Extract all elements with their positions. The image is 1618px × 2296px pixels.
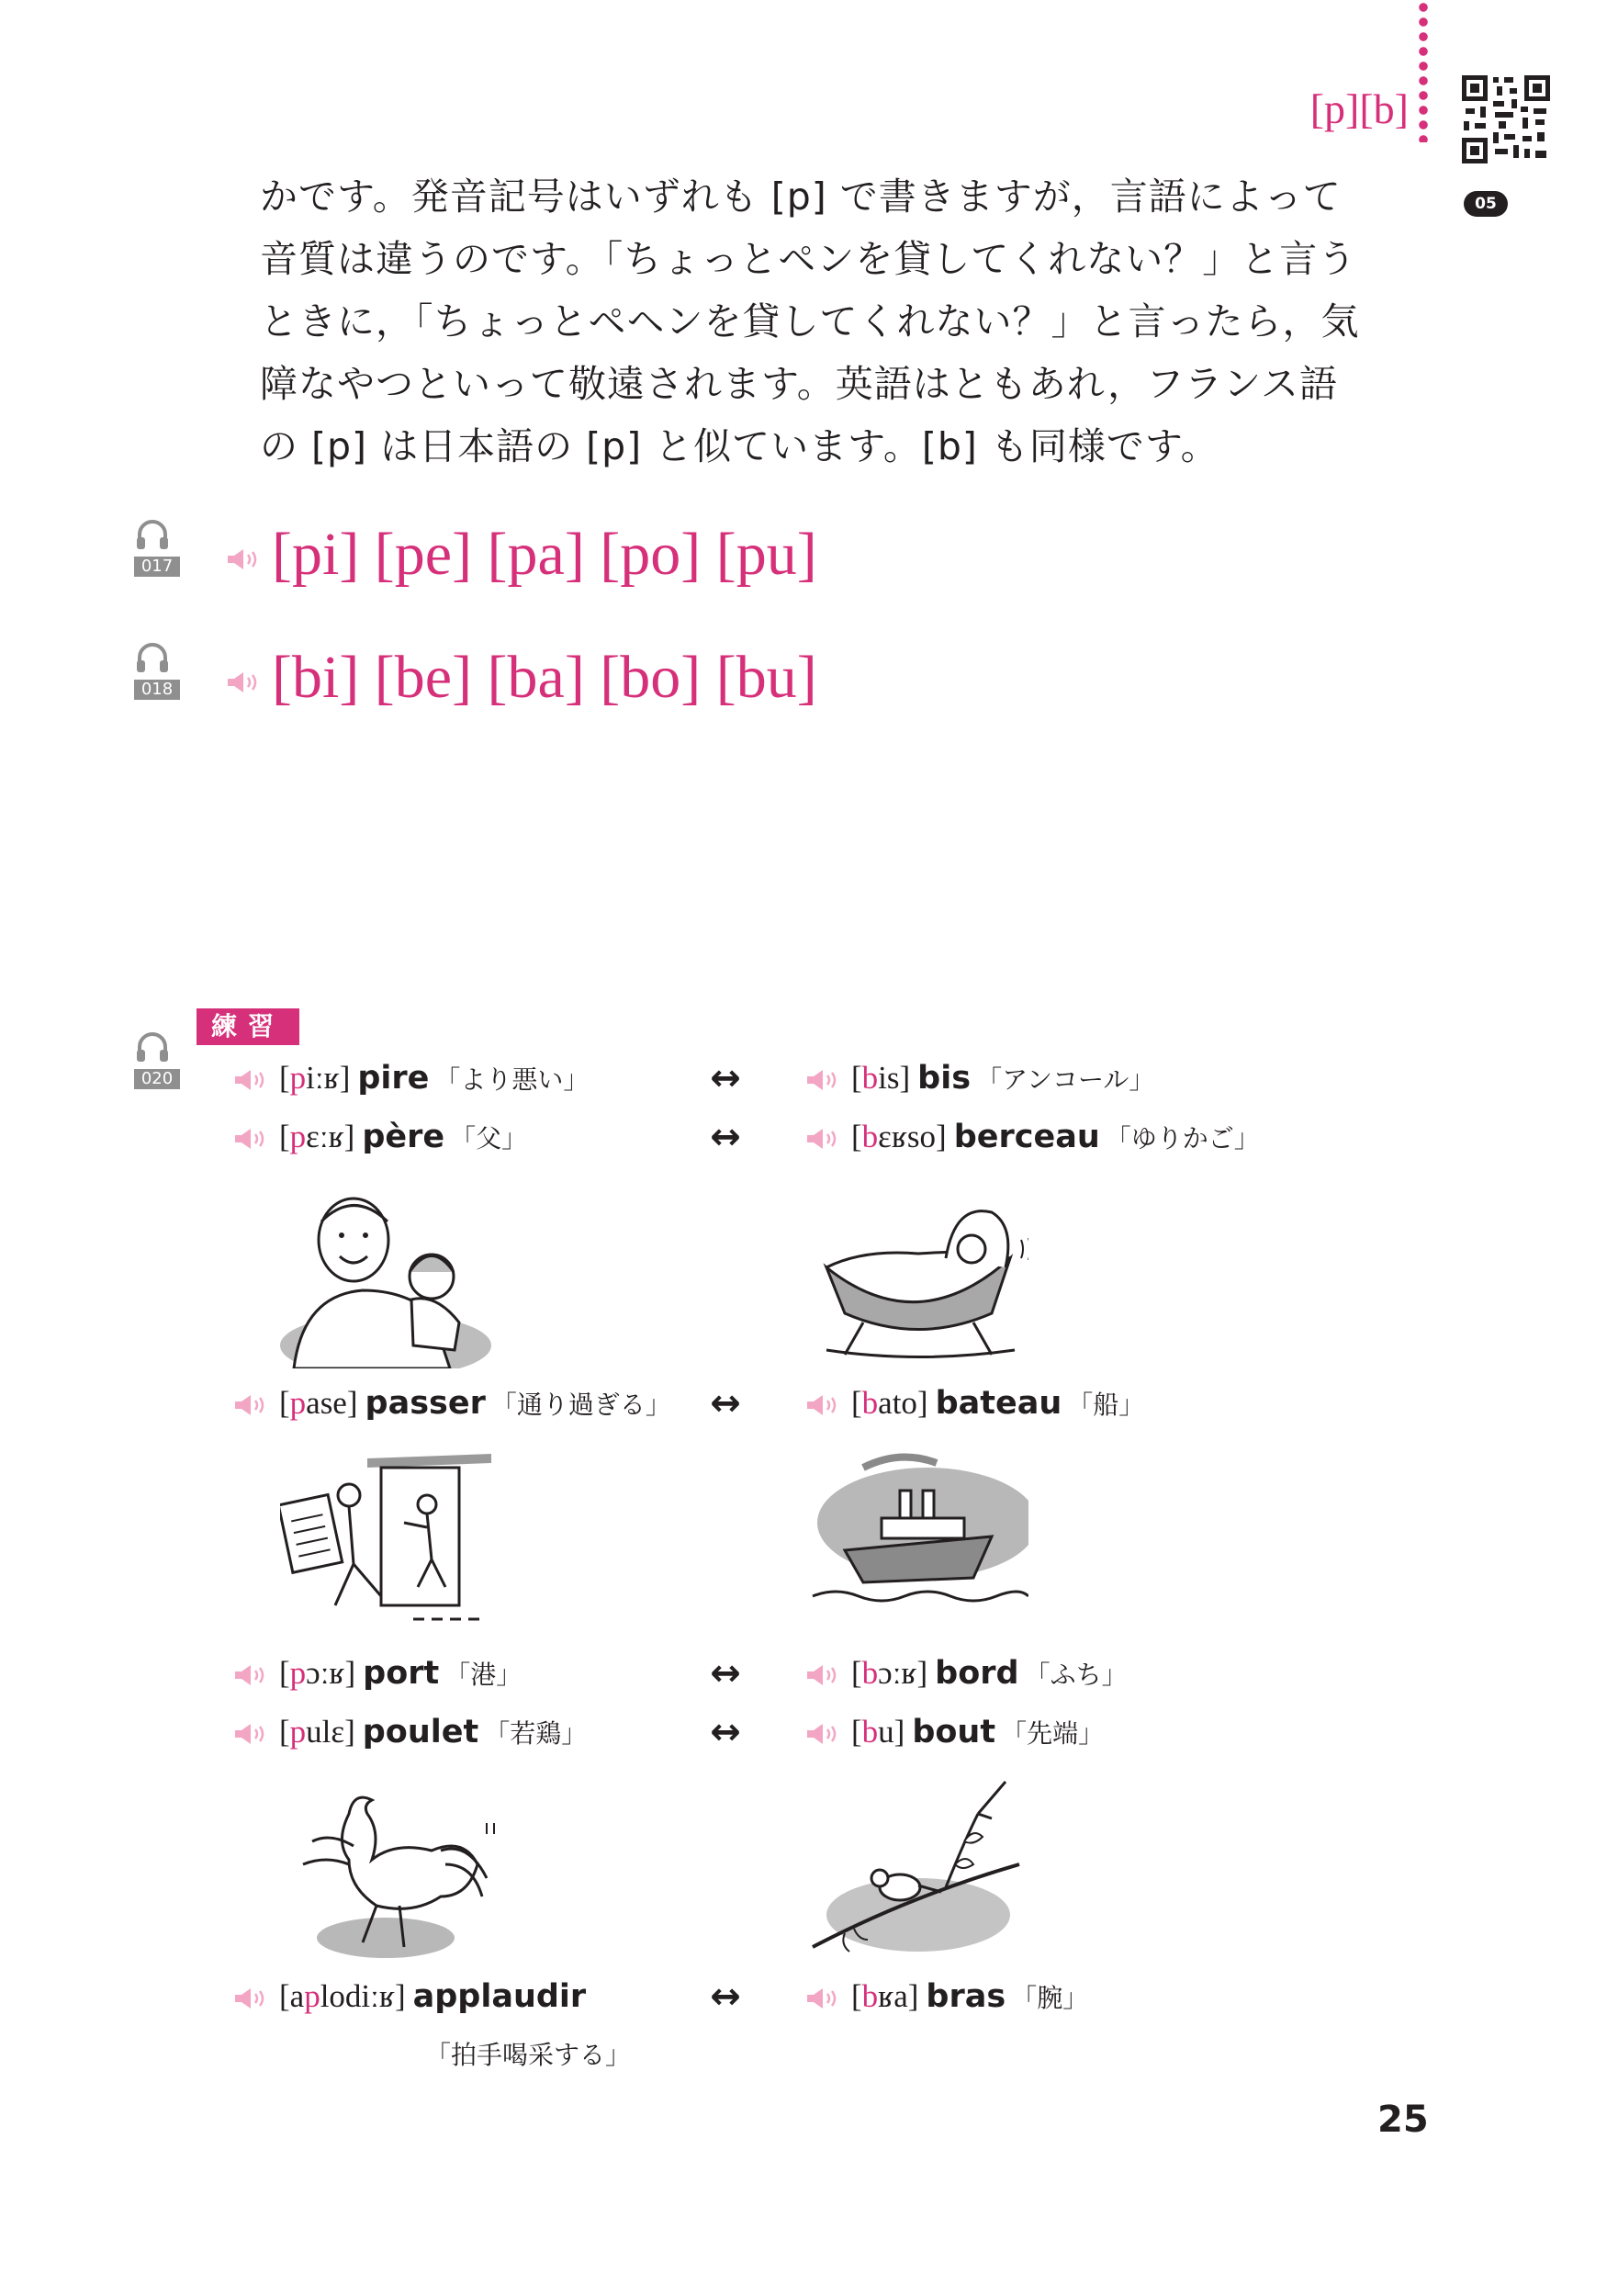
audio-track[interactable] [134, 520, 180, 577]
body-line: 音質は違うのです。「ちょっとペンを貸してくれない？」と言う [260, 237, 1357, 281]
audio-track[interactable] [134, 643, 180, 700]
body-line: の [p] は日本語の [p] と似ています。[b] も同様です。 [260, 424, 1219, 468]
speaker-icon[interactable] [233, 1986, 270, 2010]
speaker-icon[interactable] [805, 1986, 842, 2010]
body-line: ときに，「ちょっとペヘンを貸してくれない？」と言ったら，気 [260, 299, 1360, 343]
speaker-icon[interactable] [233, 1127, 270, 1151]
qr-code-icon[interactable] [1462, 75, 1550, 163]
passer-illustration [280, 1449, 500, 1633]
contrast-arrow: ↔ [710, 1711, 741, 1753]
practice-word-right: [bis] bis 「アンコール」 [805, 1058, 1154, 1098]
dotted-divider [1418, 0, 1429, 142]
speaker-icon[interactable] [233, 1663, 270, 1687]
speaker-icon[interactable] [226, 547, 263, 571]
practice-word-left: [pɔːʁ] port 「港」 [233, 1653, 522, 1694]
track-number: 017 [134, 557, 180, 577]
speaker-icon[interactable] [805, 1068, 842, 1092]
speaker-icon[interactable] [805, 1663, 842, 1687]
speaker-icon[interactable] [805, 1393, 842, 1417]
practice-word-right: [bato] bateau 「船」 [805, 1383, 1144, 1424]
track-number: 020 [134, 1069, 180, 1089]
bird-branch-illustration [808, 1777, 1028, 1961]
speaker-icon[interactable] [233, 1068, 270, 1092]
practice-word-left: [pulɛ] poulet 「若鶏」 [233, 1712, 587, 1752]
word-gloss: 「拍手喝采する」 [425, 2040, 632, 2070]
track-number: 018 [134, 680, 180, 700]
page-number: 25 [1377, 2099, 1429, 2141]
practice-word-left: [pase] passer 「通り過ぎる」 [233, 1383, 671, 1424]
speaker-icon[interactable] [233, 1393, 270, 1417]
body-line: かです。発音記号はいずれも [p] で書きますが，言語によって [260, 174, 1342, 219]
practice-word-right: [bɛʁso] berceau 「ゆりかご」 [805, 1117, 1260, 1157]
rooster-illustration [285, 1777, 505, 1961]
track-badge: 05 [1464, 191, 1508, 217]
body-line: 障なやつといって敬遠されます。英語はともあれ，フランス語 [260, 362, 1338, 406]
practice-word-right: [bu] bout 「先端」 [805, 1712, 1104, 1752]
practice-word-right: [bʁa] bras 「腕」 [805, 1976, 1088, 2017]
headphones-icon [134, 520, 171, 551]
speaker-icon[interactable] [805, 1722, 842, 1746]
practice-word-right: [bɔːʁ] bord 「ふち」 [805, 1653, 1128, 1694]
practice-word-left: [pɛːʁ] père 「父」 [233, 1117, 527, 1157]
contrast-arrow: ↔ [710, 1116, 741, 1158]
cradle-illustration [808, 1185, 1028, 1368]
syllables: [bi] [be] [ba] [bo] [bu] [272, 644, 817, 711]
headphones-icon [134, 1032, 171, 1064]
contrast-arrow: ↔ [710, 1382, 741, 1424]
practice-label: 練習 [197, 1008, 299, 1045]
practice-word-left: [piːʁ] pire 「より悪い」 [233, 1058, 589, 1098]
contrast-arrow: ↔ [710, 1057, 741, 1099]
practice-audio-track[interactable] [134, 1032, 180, 1089]
practice-word-left: [aplodiːʁ] applaudir [233, 1976, 586, 2017]
father-child-illustration [275, 1185, 496, 1368]
speaker-icon[interactable] [233, 1722, 270, 1746]
section-title: [p][b] [1309, 85, 1409, 132]
speaker-icon[interactable] [805, 1127, 842, 1151]
contrast-arrow: ↔ [710, 1975, 741, 2018]
headphones-icon [134, 643, 171, 674]
speaker-icon[interactable] [226, 670, 263, 694]
body-paragraph [260, 165, 1408, 478]
ship-illustration [808, 1449, 1028, 1633]
syllables: [pi] [pe] [pa] [po] [pu] [272, 521, 817, 588]
contrast-arrow: ↔ [710, 1652, 741, 1694]
